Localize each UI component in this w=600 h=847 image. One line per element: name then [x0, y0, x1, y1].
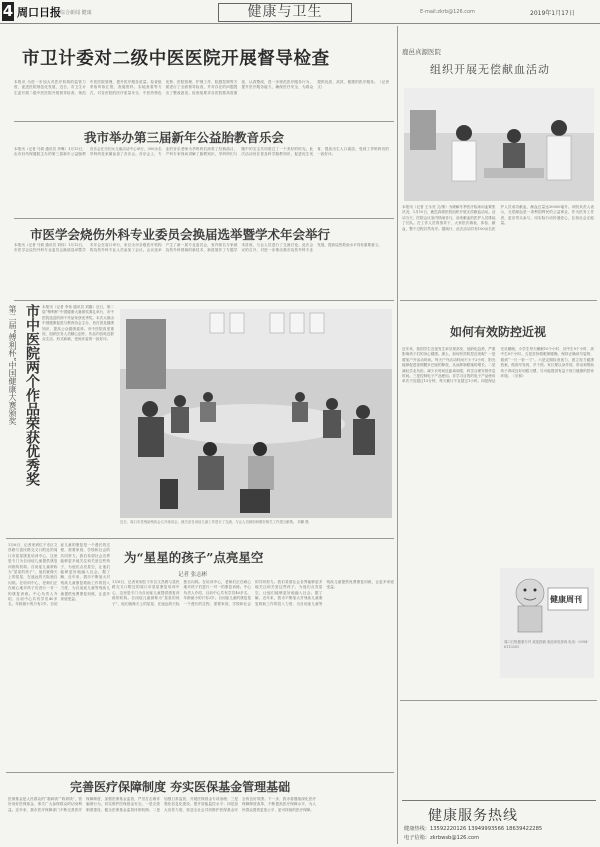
hotline-phones-row [404, 825, 542, 832]
hotline-phones: 13592220126 13949993566 18639422285 [429, 826, 543, 832]
article-b1-label: 鹿邑真源医院 [402, 48, 441, 56]
blood-donation-photo [404, 88, 594, 201]
article-4-title: 市中医院两个作品荣获优秀奖 [24, 304, 40, 486]
article-b2-title: 如何有效防控近视 [450, 325, 547, 339]
health-hotline-box [402, 800, 596, 844]
promo-box-heading: 健康周刊 [550, 594, 582, 604]
article-3-body: 本报讯（记者 马莉 通讯员 刘伟）1月12日，市医学会烧伤外科专业委员会换届选举暨学术年会在周口举行，来自全市各级医疗机构的烧伤外科专业人员参加了会议。会议选举产生了新一届专业委员会，省内知名专家就烧伤外科领域的新技术、新进展作了专题学术讲座，与会人员进行了交流讨论。此次会议的召开，对进一步推动我市烧伤外科专业发展，提高烧伤救治水平具有重要意义。 [14, 243, 382, 253]
article-5-title: 为“星星的孩子”点亮星空 [124, 550, 264, 565]
promo-box-text: 周口日报健康专刊 欢迎投稿 欢迎来电咨询 电话：0394-6113301 [504, 640, 589, 649]
hotline-email: zkrbwsb@126.com [429, 835, 480, 841]
article-1-body: 本报讯 为进一步加大对医疗机构的监管力度，促进医院规范化发展，近日，市卫生计生委开展二级中医医院开展督导检查，规范中医医院管理，提升医疗服务质量。检查组采取听取汇报、查阅资料、实地查看等方式，对各医院的医疗质量安全、中医药特色优势、医院管理、护理工作、院感控制等方面进行了全面督导检查，并对存在的问题提出了整改意见。检查组要求各医院要高度重视，认真整改，进一步规范医疗服务行为，提升医疗服务能力，确保医疗安全，为群众提供优质、高效、便捷的医疗服务。（记者 文） [14, 80, 389, 95]
hotline-phone-label: 健康热线： [404, 826, 430, 832]
article-5-byline: 记者 张志彬 [178, 572, 208, 578]
header-meta-left: 综合新闻 健康 [60, 10, 92, 16]
article-6-title: 完善医疗保障制度 夯实医保基金管理基础 [70, 780, 291, 794]
divider [400, 300, 597, 301]
divider [14, 121, 394, 122]
hotline-email-row [404, 834, 479, 841]
divider [400, 700, 597, 701]
section-title: 健康与卫生 [218, 3, 352, 22]
meeting-photo-illustration [120, 309, 392, 518]
column-separator [397, 26, 398, 844]
article-3-title: 市医学会烧伤外科专业委员会换届选举暨学术年会举行 [30, 227, 331, 242]
meeting-photo [120, 309, 392, 518]
blood-donation-illustration [404, 88, 594, 201]
article-4-subtitle: 第二届“傅利杯”中国健康大赛颁奖 [8, 305, 17, 426]
article-b2-body: 近年来，我国学生近视发生率呈现高发、低龄化趋势，严重影响孩子们的身心健康。那么，如何有效防控近视呢？一是增加户外活动时间。每天户外活动时间不少于2小时，阳光能够促进视网膜多巴胺的释放，从而抑制眼轴的增长。二是减轻学业负担。减少长时间近距离用眼，科学合理安排作息时间。三是控制电子产品使用。非学习目的的电子产品使用单次不宜超过15分钟，每天累计不宜超过1小时。四是保证充足睡眠。小学生每天睡眠10个小时、初中生9个小时、高中生8个小时。五是坚持做眼保健操，保持正确读写姿势，做到“一尺一拳一寸”。六是定期检查视力，建立视力健康档案，做到早发现、早干预。家长要以身作则，带动和帮助孩子养成良好用眼习惯，尽可能提供有益于视力健康的居家环境。（宗和） [402, 347, 594, 384]
divider [14, 218, 394, 219]
promo-box [500, 568, 594, 678]
page-number: 4 [2, 2, 14, 20]
article-5-body-left: 1月6日，记者来到位于市区文昌路与富民路交叉口附近的周口市星星康复培训中心，这里是专门为自闭症儿童提供康复训练的机构。自闭症儿童被称为“星星的孩子”，他们就像天上的星星，在遥远的天际独自闪烁。在培训中心，老师们正在耐心地对孩子们进行一对一的康复训练。中心负责人介绍，目前中心共有学员40多名，年龄最小的只有2岁。自闭症儿童的康复是一个漫长的过程，需要家庭、学校和社会的共同努力。我们希望社会各界能够更多地关注和关爱这些孩子，为他们点亮星空，让他们能够更好地融入社会。据了解，近年来，我市不断加大对残疾儿童康复救助工作的投入力度，为自闭症儿童等残疾儿童提供免费康复训练，让更多家庭受益。 [8, 543, 110, 607]
article-5-body: 1月6日，记者来到位于市区文昌路与富民路交叉口附近的周口市星星康复培训中心，这里是专门为自闭症儿童提供康复训练的机构。自闭症儿童被称为“星星的孩子”，他们就像天上的星星，在遥远的天际独自闪烁。在培训中心，老师们正在耐心地对孩子们进行一对一的康复训练。中心负责人介绍，目前中心共有学员40多名，年龄最小的只有2岁。自闭症儿童的康复是一个漫长的过程，需要家庭、学校和社会的共同努力。我们希望社会各界能够更多地关注和关爱这些孩子，为他们点亮星空，让他们能够更好地融入社会。据了解，近年来，我市不断加大对残疾儿童康复救助工作的投入力度，为自闭症儿童等残疾儿童提供免费康复训练，让更多家庭受益。 [112, 580, 394, 606]
article-2-title: 我市举办第三届新年公益胎教音乐会 [84, 130, 285, 145]
article-b1-body: 本报讯（记者 王永亮 文/图）为缓解冬季医疗临床用血紧张状况，1月10日，鹿邑真源医院组织开展无偿献血活动。活动当天，医院会议室内热闹非凡，前来献血的医护人员排起了长队。在工作人员的指导下，大家依次填表、体检、献血，整个过程井然有序。据统计，此次活动共有100余名医护人员成功献血，献血总量达30000毫升。该院负责人表示，无偿献血是一项利国利民的公益事业，作为医务工作者，更应带头参与，用实际行动传递爱心，弘扬社会正能量。 [402, 205, 594, 231]
hotline-title: 健康服务热线 [428, 808, 518, 824]
divider [6, 538, 394, 539]
article-1-title: 市卫计委对二级中医医院开展督导检查 [22, 49, 330, 69]
photo-caption: 近日，周口市扶残助残协会召开座谈会，就关爱自闭症儿童工作进行了交流，与会人员就如何做好相关工作建言献策。 刘鹏 摄 [120, 520, 309, 524]
article-2-body: 本报讯（记者 马莉 通讯员 李琳）1月13日，由市妇幼保健院主办的第三届新年公益胎教音乐会在市妇女儿童活动中心举行，300余名孕妈妈及家属参加了音乐会。音乐会上，专业的音乐老师为孕妈妈们演奏了经典曲目，产科专家现场讲解了胎教知识，孕妈妈们与腹中的宝宝共同度过了一个美好的时光。此次活动旨在普及科学胎教知识，促进优生优育，提高出生人口素质，受到了孕妈妈们的一致好评。 [14, 147, 389, 157]
article-4-body: 本报讯（记者 李伟 通讯员 刘鑫）近日，第二届“傅利杯”中国健康大赛颁奖典礼举行，市中医院选送的两个作品荣获优秀奖。本次大赛由中国健康促进与教育协会主办，旨在普及健康知识，提高公众健康素养。市中医院高度重视，组织医务人员精心创作，作品内容贴近群众生活，形式新颖，受到评委的一致好评。 [42, 305, 114, 342]
divider [6, 772, 394, 773]
article-6-body: 医保基金是人民群众的“看病钱”“救命钱”，管好用好医保基金，事关广大参保群众的切身利益。近年来，我市医疗保障部门不断完善医疗保障制度，加强医保基金监管，严厉打击欺诈骗保行为，切实维护医保基金安全。一是完善制度建设，健全医保基金监管体制机制；二是加强日常监管，开展医保基金专项治理；三是强化信息化建设，提升智能监控水平；四是加大宣传力度，营造全社会共同维护医保基金安全的良好氛围。下一步，我市将继续深化医疗保障制度改革，不断提高医疗保障水平，为人民群众提供更加公平、更可持续的医疗保障。 [8, 797, 316, 812]
article-b1-title: 组织开展无偿献血活动 [430, 63, 550, 76]
issue-date: 2019年1月17日 [530, 10, 575, 17]
hotline-email-label: 电子信箱： [404, 835, 430, 841]
header-email: E-mail:zkrb@126.com [420, 9, 475, 15]
newspaper-logo: 周口日报 [17, 6, 61, 19]
divider [14, 300, 394, 301]
